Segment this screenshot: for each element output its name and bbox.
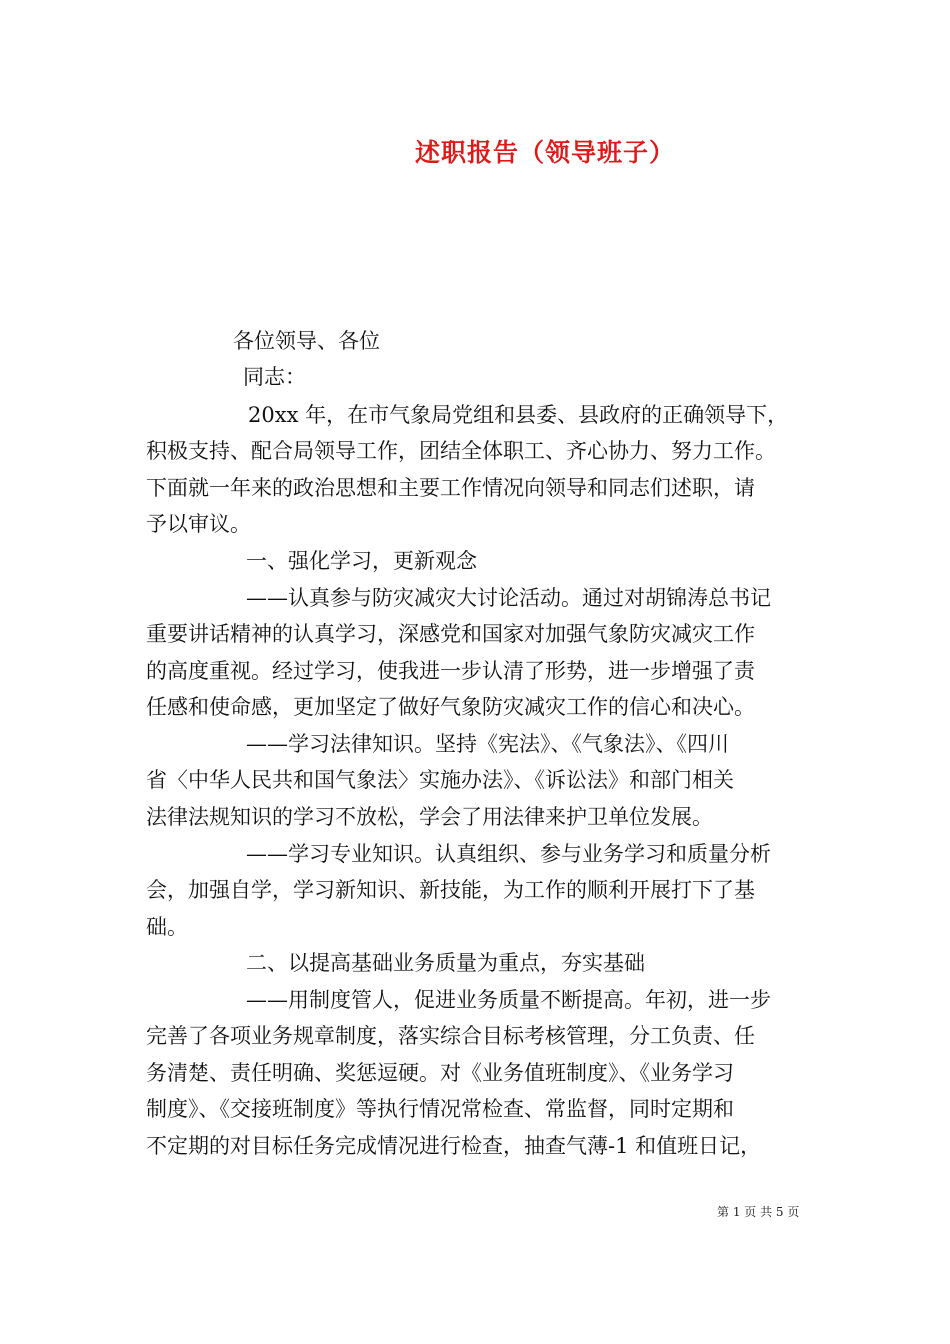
paragraph-line: 重要讲话精神的认真学习，深感党和国家对加强气象防灾减灾工作 — [146, 622, 755, 646]
paragraph-line: 任感和使命感，更加坚定了做好气象防灾减灾工作的信心和决心。 — [146, 695, 755, 719]
paragraph-line: 务清楚、责任明确、奖惩逗硬。对《业务值班制度》、《业务学习 — [146, 1061, 734, 1085]
paragraph-line: ——学习法律知识。坚持《宪法》、《气象法》、《四川 — [246, 732, 729, 756]
paragraph-line: ——认真参与防灾减灾大讨论活动。通过对胡锦涛总书记 — [246, 586, 771, 610]
paragraph-line: ——用制度管人，促进业务质量不断提高。年初，进一步 — [246, 988, 771, 1012]
document-title: 述职报告（领导班子） — [414, 138, 675, 167]
page-footer: 第 1 页 共 5 页 — [717, 1205, 800, 1219]
paragraph-line: 的高度重视。经过学习，使我进一步认清了形势，进一步增强了责 — [146, 659, 755, 683]
paragraph-line: 会，加强自学，学习新知识、新技能，为工作的顺利开展打下了基 — [146, 878, 755, 902]
paragraph-line: 予以审议。 — [146, 512, 251, 536]
paragraph-line: 省〈中华人民共和国气象法〉实施办法》、《诉讼法》和部门相关 — [146, 768, 734, 792]
section-heading: 二、以提高基础业务质量为重点，夯实基础 — [246, 951, 645, 975]
paragraph-line: 下面就一年来的政治思想和主要工作情况向领导和同志们述职，请 — [146, 476, 755, 500]
paragraph-line: 不定期的对目标任务完成情况进行检查，抽查气薄-1 和值班日记， — [146, 1134, 762, 1158]
salutation-line: 同志： — [243, 365, 306, 389]
paragraph-line: 制度》、《交接班制度》等执行情况常检查、常监督，同时定期和 — [146, 1097, 734, 1121]
paragraph-line: 积极支持、配合局领导工作，团结全体职工、齐心协力、努力工作。 — [146, 439, 776, 463]
salutation-line: 各位领导、各位 — [233, 329, 380, 353]
paragraph-line: 20xx 年，在市气象局党组和县委、县政府的正确领导下， — [248, 403, 789, 427]
paragraph-line: ——学习专业知识。认真组织、参与业务学习和质量分析 — [246, 842, 771, 866]
paragraph-line: 完善了各项业务规章制度，落实综合目标考核管理，分工负责、任 — [146, 1024, 755, 1048]
paragraph-line: 法律法规知识的学习不放松，学会了用法律来护卫单位发展。 — [146, 805, 713, 829]
section-heading: 一、强化学习，更新观念 — [246, 549, 477, 573]
paragraph-line: 础。 — [146, 915, 188, 939]
